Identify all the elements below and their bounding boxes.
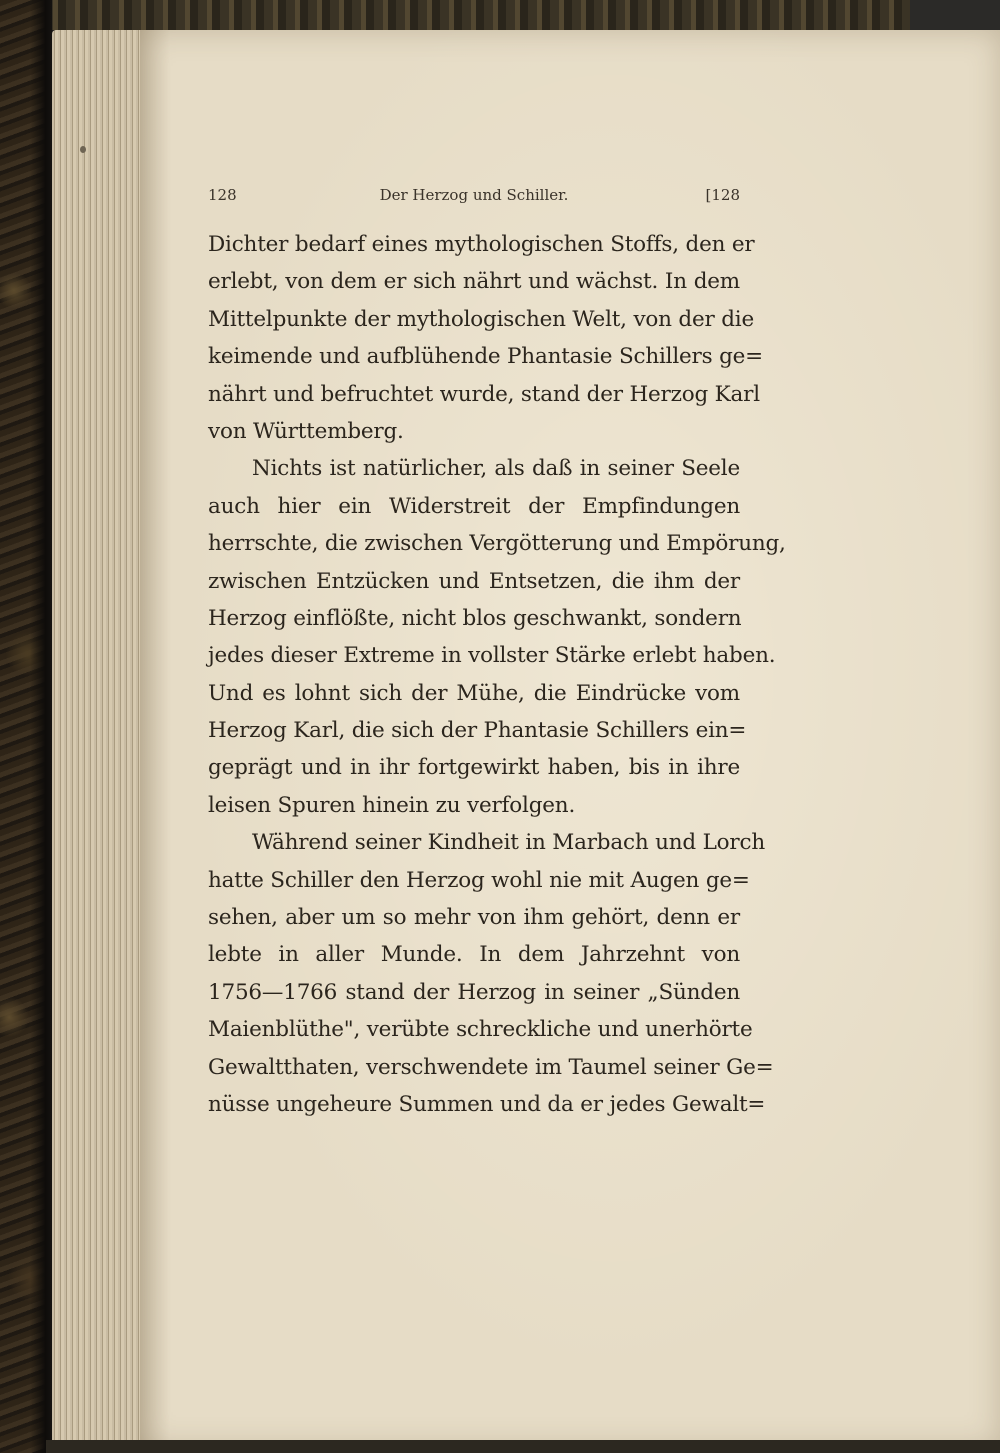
- text-line: 1756—1766 stand der Herzog in seiner „Sünden: [208, 979, 740, 1005]
- ink-spot: [80, 146, 86, 153]
- text-line: leisen Spuren hinein zu verfolgen.: [208, 792, 576, 818]
- text-line: hatte Schiller den Herzog wohl nie mit Augen ge=: [208, 867, 750, 893]
- text-line: erlebt, von dem er sich nährt und wächst. In dem: [208, 269, 740, 295]
- page-stack-edge: [52, 30, 147, 1445]
- text-line: nährt und befruchtet wurde, stand der Herzog Karl: [208, 381, 760, 407]
- text-line: zwischen Entzücken und Entsetzen, die ihm der: [208, 568, 740, 594]
- text-line: Maienblüthe", verübte schreckliche und unerhörte: [208, 1017, 753, 1043]
- cover-spine-shadow: [30, 0, 52, 1453]
- text-line: geprägt und in ihr fortgewirkt haben, bis in ihre: [208, 755, 740, 781]
- text-line: sehen, aber um so mehr von ihm gehört, denn er: [208, 905, 740, 931]
- running-header: [208, 186, 740, 210]
- page-number-right: [128: [705, 186, 740, 204]
- text-line: jedes dieser Extreme in vollster Stärke erlebt haben.: [208, 643, 776, 669]
- text-line: Und es lohnt sich der Mühe, die Eindrücke vom: [208, 680, 740, 706]
- text-line: Dichter bedarf eines mythologischen Stoffs, den er: [208, 232, 755, 257]
- bottom-cover-edge: [46, 1440, 1000, 1453]
- text-line: Gewaltthaten, verschwendete im Taumel seiner Ge=: [208, 1054, 774, 1080]
- text-line: lebte in aller Munde. In dem Jahrzehnt von: [208, 942, 740, 968]
- text-line: Herzog Karl, die sich der Phantasie Schillers ein=: [208, 718, 747, 744]
- text-line: Während seiner Kindheit in Marbach und Lorch: [252, 830, 765, 856]
- text-line: keimende und aufblühende Phantasie Schillers ge=: [208, 344, 763, 370]
- running-title: Der Herzog und Schiller.: [379, 186, 569, 204]
- text-line: herrschte, die zwischen Vergötterung und Empörung,: [208, 531, 786, 557]
- body-text: [208, 226, 786, 1123]
- text-line: nüsse ungeheure Summen und da er jedes Gewalt=: [208, 1091, 766, 1117]
- text-line: von Württemberg.: [208, 418, 404, 444]
- page-number-left: 128: [208, 186, 237, 204]
- text-line: Nichts ist natürlicher, als daß in seiner Seele: [252, 456, 740, 482]
- top-binding-edge: [0, 0, 1000, 30]
- text-line: auch hier ein Widerstreit der Empfindungen: [208, 493, 740, 519]
- text-line: Mittelpunkte der mythologischen Welt, von der die: [208, 306, 754, 332]
- text-line: Herzog einflößte, nicht blos geschwankt, sondern: [208, 605, 742, 631]
